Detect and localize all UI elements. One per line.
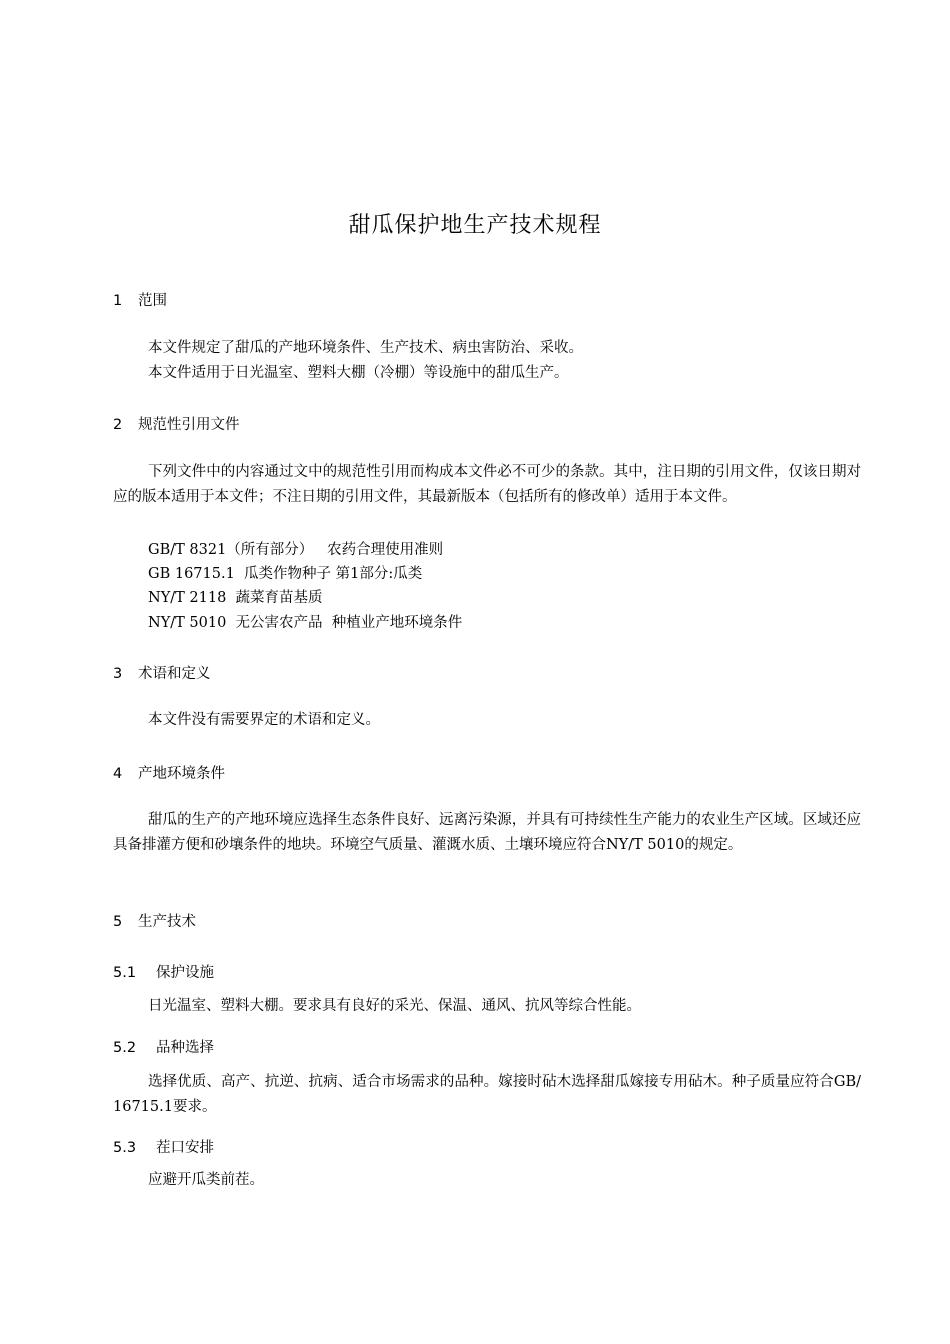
section-2-heading	[113, 413, 240, 434]
section-title: 术语和定义	[138, 666, 211, 682]
section-3-heading	[113, 662, 211, 683]
paragraph: 甜瓜的生产的产地环境应选择生态条件良好、远离污染源，并具有可持续性生产能力的农业生产区域。区域还应具备排灌方便和砂壤条件的地块。环境空气质量、灌溉水质、土壤环境应符合NY/T 5010的规定。	[113, 812, 861, 853]
section-title: 生产技术	[138, 914, 196, 930]
subsection-5-1-heading	[113, 961, 214, 982]
paragraph: 本文件没有需要界定的术语和定义。	[148, 712, 380, 728]
document-title: 甜瓜保护地生产技术规程	[348, 213, 602, 238]
paragraph: 日光温室、塑料大棚。要求具有良好的采光、保温、通风、抗风等综合性能。	[148, 998, 641, 1014]
section-number: 1	[113, 293, 123, 309]
subsection-5-3-heading	[113, 1136, 214, 1157]
subsection-number: 5.1	[113, 965, 137, 981]
section-1-heading	[113, 289, 167, 310]
section-number: 5	[113, 914, 123, 930]
section-number: 3	[113, 666, 123, 682]
paragraph: 下列文件中的内容通过文中的规范性引用而构成本文件必不可少的条款。其中，注日期的引用文件，仅该日期对应的版本适用于本文件；不注日期的引用文件，其最新版本（包括所有的修改单）适用于本文件。	[113, 464, 861, 505]
section-title: 产地环境条件	[138, 766, 225, 782]
section-5-heading	[113, 910, 196, 931]
subsection-number: 5.3	[113, 1140, 137, 1156]
subsection-5-2-heading	[113, 1036, 214, 1057]
normative-reference: GB/T 8321（所有部分） 农药合理使用准则	[148, 542, 444, 558]
normative-reference: GB 16715.1 瓜类作物种子 第1部分:瓜类	[148, 566, 423, 582]
normative-reference: NY/T 5010 无公害农产品 种植业产地环境条件	[148, 615, 463, 631]
section-number: 4	[113, 766, 123, 782]
subsection-title: 茬口安排	[156, 1140, 214, 1156]
subsection-number: 5.2	[113, 1040, 137, 1056]
section-title: 规范性引用文件	[138, 417, 240, 433]
paragraph: 选择优质、高产、抗逆、抗病、适合市场需求的品种。嫁接时砧木选择甜瓜嫁接专用砧木。种子质量应符合GB/ 16715.1要求。	[113, 1074, 861, 1115]
paragraph: 应避开瓜类前茬。	[148, 1172, 264, 1188]
normative-reference: NY/T 2118 蔬菜育苗基质	[148, 590, 323, 606]
section-4-heading	[113, 762, 225, 783]
subsection-title: 品种选择	[156, 1040, 214, 1056]
section-number: 2	[113, 417, 123, 433]
section-title: 范围	[138, 293, 167, 309]
subsection-title: 保护设施	[156, 965, 214, 981]
paragraph: 本文件适用于日光温室、塑料大棚（冷棚）等设施中的甜瓜生产。	[148, 365, 569, 381]
paragraph: 本文件规定了甜瓜的产地环境条件、生产技术、病虫害防治、采收。	[148, 340, 583, 356]
